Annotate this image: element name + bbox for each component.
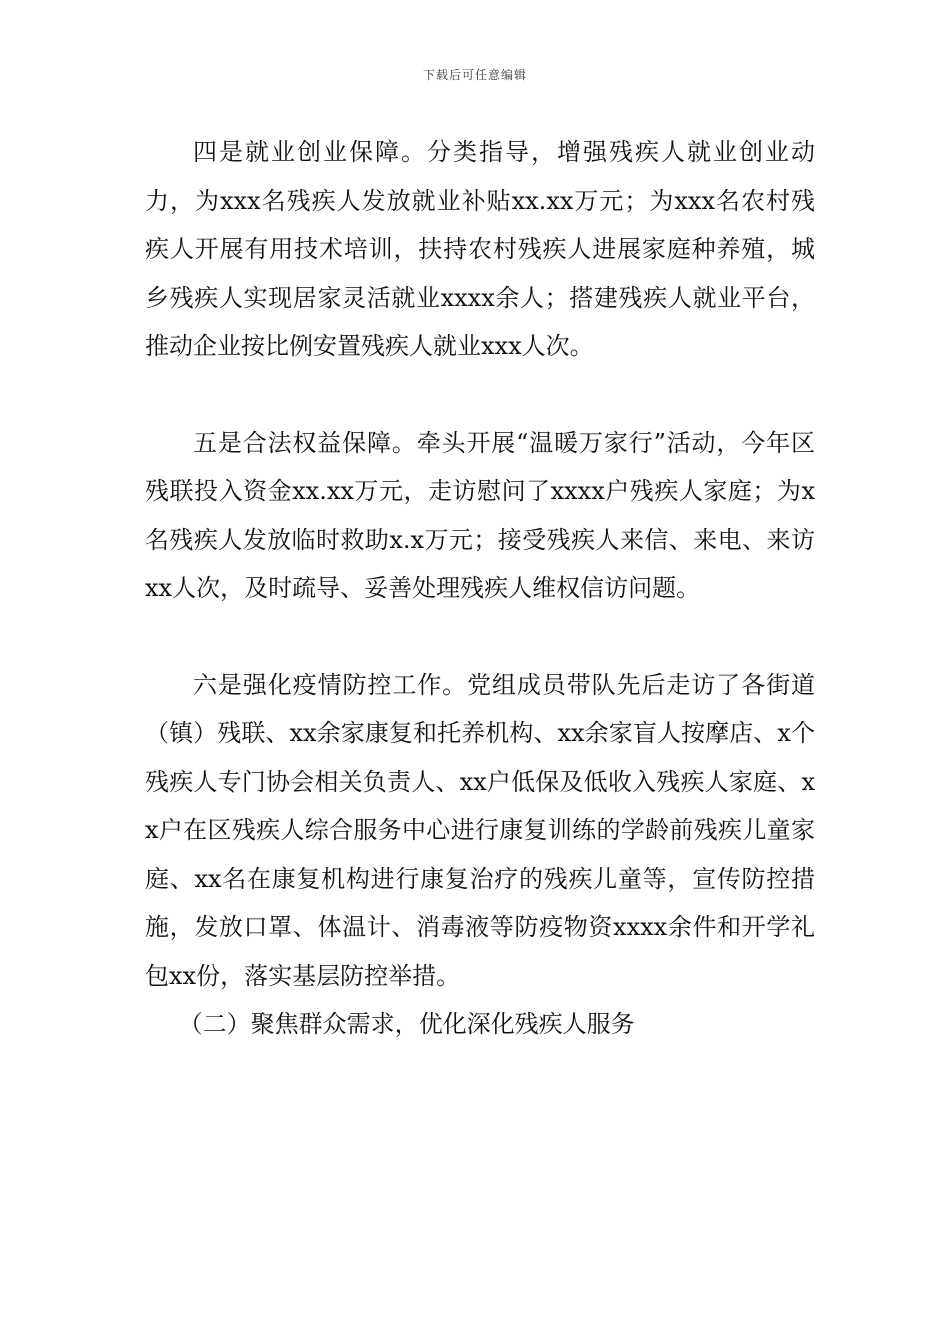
paragraph-epidemic: 六是强化疫情防控工作。党组成员带队先后走访了各街道（镇）残联、xx余家康复和托养机构、xx余家盲人按摩店、x个残疾人专门协会相关负责人、xx户低保及低收入残疾人家庭、xx户在区残疾人综合服务中心进行康复训练的学龄前残疾儿童家庭、xx名在康复机构进行康复治疗的残疾儿童等，宣传防控措施，发放口罩、体温计、消毒液等防疫物资xxxx余件和开学礼包xx份，落实基层防控举措。 (145, 670, 815, 990)
paragraph-rights: 五是合法权益保障。牵头开展“温暖万家行”活动，今年区残联投入资金xx.xx万元，走访慰问了xxxx户残疾人家庭；为x名残疾人发放临时救助x.x万元；接受残疾人来信、来电、来访xx人次，及时疏导、妥善处理残疾人维权信访问题。 (145, 428, 815, 602)
page-header: 下载后可任意编辑 (422, 68, 527, 82)
document-body (145, 128, 815, 1049)
section-heading: （二）聚焦群众需求，优化深化残疾人服务 (178, 1010, 635, 1038)
paragraph-employment: 四是就业创业保障。分类指导，增强残疾人就业创业动力，为xxx名残疾人发放就业补贴xx.xx万元；为xxx名农村残疾人开展有用技术培训，扶持农村残疾人进展家庭种养殖，城乡残疾人实现居家灵活就业xxxx余人；搭建残疾人就业平台，推动企业按比例安置残疾人就业xxx人次。 (145, 138, 815, 360)
